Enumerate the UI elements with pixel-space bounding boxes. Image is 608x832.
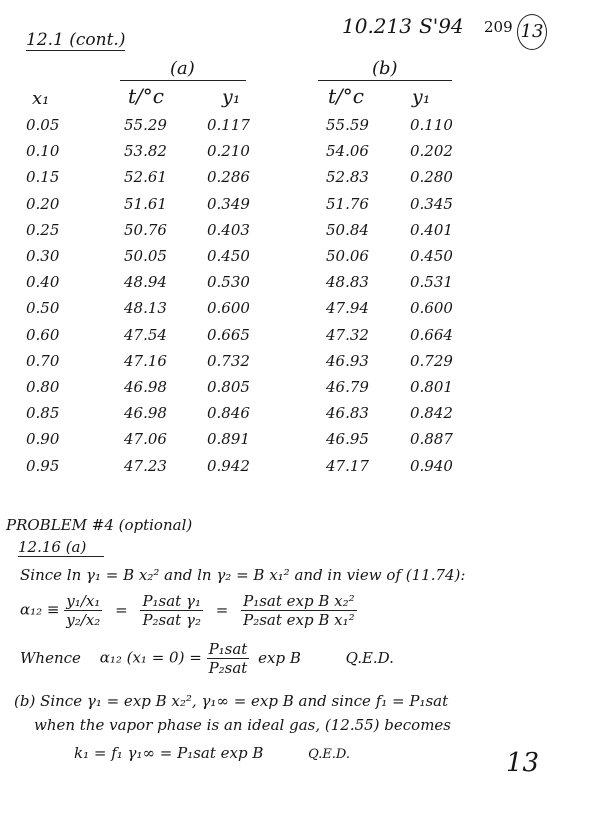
fraction-4-den: P₂sat [208,659,248,677]
fraction-4-num: P₁sat [208,640,248,658]
cell-t-b: 51.76 [326,194,369,213]
cell-y-a: 0.349 [207,194,250,213]
cell-y-a: 0.665 [207,325,250,344]
cell-t-a: 51.61 [124,194,167,213]
fraction-3-den: P₂sat exp B x₁² [243,611,355,629]
term: S'94 [419,14,464,38]
cell-t-b: 46.79 [326,378,369,396]
cell-x1: 0.15 [26,168,60,187]
cell-x1: 0.20 [26,194,60,213]
cell-t-a: 50.05 [124,247,167,265]
cell-t-a: 52.61 [124,168,167,187]
cell-t-b: 47.32 [326,325,369,344]
cell-y-b: 0.801 [410,378,453,396]
cell-y-b: 0.345 [410,194,453,213]
cell-y-a: 0.210 [207,142,250,161]
equals-2: = [215,600,229,619]
cell-t-a: 53.82 [124,142,167,161]
course-code: 10.213 [342,14,412,38]
part-b-line-2: when the vapor phase is an ideal gas, (12.55) becomes [34,716,451,734]
cell-t-b: 54.06 [326,142,369,161]
cell-t-a: 47.54 [124,325,167,344]
whence-equation [20,640,394,677]
cell-t-a: 47.23 [124,456,167,475]
problem-subheading: 12.16 (a) [18,538,104,557]
cell-y-a: 0.942 [207,456,250,475]
part-b-line-1: (b) Since γ₁ = exp B x₂², γ₁∞ = exp B and since f₁ = P₁sat [14,692,449,710]
cell-t-b: 47.94 [326,299,369,318]
cell-x1: 0.40 [26,273,60,292]
whence-label: Whence [20,648,81,667]
cell-t-b: 46.93 [326,351,369,370]
cell-t-b: 47.17 [326,456,369,475]
group-a-label: (a) [170,58,195,79]
fraction-1 [64,592,102,629]
cell-x1: 0.05 [26,116,60,134]
cell-y-b: 0.531 [410,273,453,292]
section-label: 12.1 (cont.) [26,30,126,50]
qed-1: Q.E.D. [345,648,394,667]
cell-t-b: 55.59 [326,116,369,134]
cell-x1: 0.50 [26,299,60,318]
col-header-t-a: t/°c [128,84,164,108]
cell-x1: 0.95 [26,456,60,475]
cell-y-a: 0.117 [207,116,250,134]
since-line: Since ln γ₁ = B x₂² and ln γ₂ = B x₁² and in view of (11.74): [20,566,466,584]
cell-y-b: 0.664 [410,325,453,344]
whence-lhs: α₁₂ (x₁ = 0) = [99,648,202,667]
cell-x1: 0.10 [26,142,60,161]
part-b-line-3 [74,744,350,762]
cell-x1: 0.70 [26,351,60,370]
cell-y-b: 0.280 [410,168,453,187]
cell-t-b: 50.84 [326,220,369,239]
cell-y-a: 0.450 [207,247,250,265]
cell-y-a: 0.891 [207,430,250,449]
equals-1: = [115,600,128,619]
fraction-3-num: P₁sat exp B x₂² [243,592,355,610]
cell-y-b: 0.202 [410,142,453,161]
cell-t-b: 52.83 [326,168,369,187]
cell-t-a: 48.13 [124,299,167,318]
group-b-label: (b) [372,58,398,79]
cell-y-b: 0.887 [410,430,453,449]
group-a-rule [120,80,246,81]
cell-y-a: 0.846 [207,404,250,423]
part-b-kline: k₁ = f₁ γ₁∞ = P₁sat exp B [74,744,264,762]
cell-x1: 0.25 [26,220,60,239]
cell-y-a: 0.530 [207,273,250,292]
cell-y-b: 0.110 [410,116,453,134]
cell-x1: 0.85 [26,404,60,423]
cell-t-b: 46.95 [326,430,369,449]
cell-y-b: 0.940 [410,456,453,475]
cell-t-a: 55.29 [124,116,167,134]
cell-y-b: 0.450 [410,247,453,265]
page-number: 209 [484,18,513,36]
col-header-t-b: t/°c [328,84,364,108]
cell-t-a: 47.06 [124,430,167,449]
cell-y-b: 0.842 [410,404,453,423]
fraction-1-num: y₁/x₁ [66,592,101,610]
alpha-lhs: α₁₂ ≡ [20,600,60,619]
problem-heading: PROBLEM #4 (optional) [6,516,193,534]
group-b-rule [318,80,452,81]
fraction-1-den: y₂/x₂ [66,611,101,629]
fraction-2-den: P₂sat γ₂ [142,611,201,629]
cell-y-a: 0.805 [207,378,250,396]
cell-t-a: 50.76 [124,220,167,239]
fraction-2 [140,592,203,629]
whence-rhs: exp B [258,648,301,667]
footer-page-mark: 13 [506,748,540,778]
cell-y-b: 0.600 [410,299,453,318]
cell-y-a: 0.403 [207,220,250,239]
cell-t-a: 47.16 [124,351,167,370]
circled-page-number: 13 [517,14,547,50]
fraction-3 [241,592,357,629]
alpha-equation [20,592,357,629]
col-header-x1: x₁ [32,88,50,109]
cell-t-b: 46.83 [326,404,369,423]
cell-t-a: 48.94 [124,273,167,292]
cell-y-b: 0.729 [410,351,453,370]
fraction-4 [207,640,250,677]
cell-x1: 0.30 [26,247,60,265]
col-header-y-a: y₁ [222,86,241,108]
cell-t-b: 48.83 [326,273,369,292]
cell-y-a: 0.286 [207,168,250,187]
cell-y-b: 0.401 [410,220,453,239]
cell-x1: 0.60 [26,325,60,344]
col-header-y-b: y₁ [412,86,431,108]
cell-x1: 0.90 [26,430,60,449]
cell-t-b: 50.06 [326,247,369,265]
qed-2: Q.E.D. [308,747,351,762]
cell-y-a: 0.732 [207,351,250,370]
cell-y-a: 0.600 [207,299,250,318]
fraction-2-num: P₁sat γ₁ [142,592,201,610]
cell-x1: 0.80 [26,378,60,396]
cell-t-a: 46.98 [124,404,167,423]
cell-t-a: 46.98 [124,378,167,396]
